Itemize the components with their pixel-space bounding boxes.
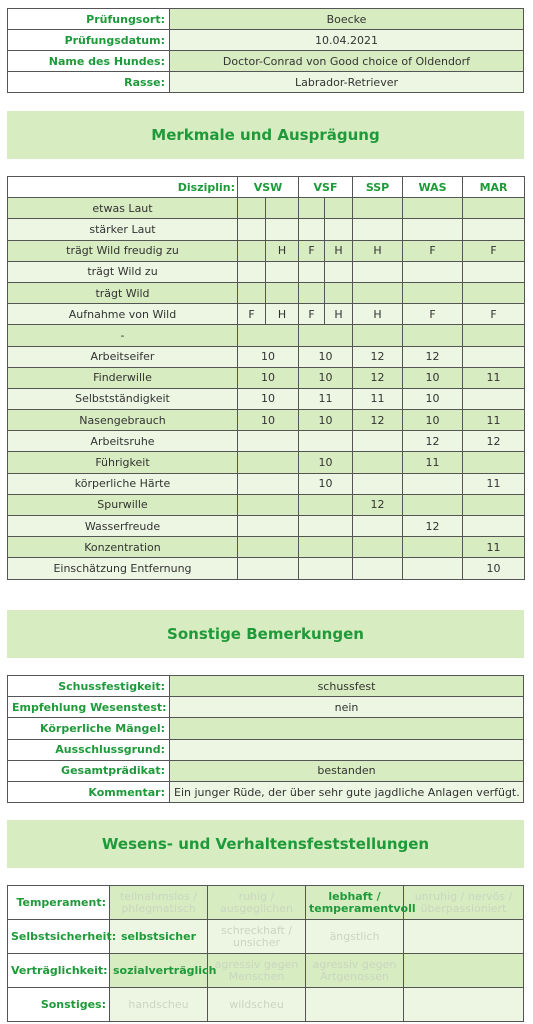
merkmale-row <box>8 198 525 219</box>
merkmal-value-vsf1 <box>299 198 325 219</box>
merkmal-value-was <box>403 261 463 282</box>
merkmal-value-vsf2: H <box>325 304 353 325</box>
merkmale-row <box>8 494 525 515</box>
merkmal-value-vsw1 <box>238 219 266 240</box>
merkmal-value-was <box>403 198 463 219</box>
col-mar: MAR <box>463 177 525 198</box>
merkmal-label: Finderwille <box>8 367 238 388</box>
bemerkung-row <box>8 781 524 802</box>
merkmal-value-ssp <box>353 537 403 558</box>
merkmal-value-vsf1 <box>299 282 325 303</box>
merkmal-value-was <box>403 473 463 494</box>
merkmal-value-vsw <box>238 558 299 579</box>
merkmal-value-vsf <box>299 431 353 452</box>
merkmal-value-was <box>403 282 463 303</box>
merkmale-row <box>8 410 525 431</box>
merkmal-value-vsf1 <box>299 219 325 240</box>
merkmal-value-vsf: 10 <box>299 367 353 388</box>
merkmal-value-ssp <box>353 219 403 240</box>
merkmal-value-ssp <box>353 282 403 303</box>
merkmal-value-was: 12 <box>403 516 463 537</box>
wesen-option: lebhaft / temperamentvoll <box>306 886 404 920</box>
merkmal-value-vsw: 10 <box>238 388 299 409</box>
merkmal-value-mar <box>463 388 525 409</box>
bemerkung-value <box>170 739 524 760</box>
info-label: Rasse: <box>8 72 170 93</box>
merkmal-value-vsf <box>299 537 353 558</box>
wesen-option <box>404 920 524 954</box>
merkmal-value-vsw1 <box>238 261 266 282</box>
merkmal-value-ssp: 12 <box>353 410 403 431</box>
wesen-label: Selbstsicherheit: <box>8 920 110 954</box>
merkmal-value-mar: F <box>463 240 525 261</box>
merkmal-value-vsf <box>299 494 353 515</box>
merkmal-value-vsw2 <box>266 261 299 282</box>
merkmal-value-vsf: 10 <box>299 346 353 367</box>
merkmal-value-vsw: 10 <box>238 346 299 367</box>
merkmal-value-was <box>403 325 463 346</box>
merkmal-value-ssp <box>353 325 403 346</box>
merkmal-value-ssp: H <box>353 240 403 261</box>
merkmal-value-ssp <box>353 473 403 494</box>
wesen-label: Verträglichkeit: <box>8 954 110 988</box>
merkmal-value-was: F <box>403 240 463 261</box>
merkmal-value-mar: 12 <box>463 431 525 452</box>
merkmal-value-was: 12 <box>403 431 463 452</box>
merkmal-value-vsf: 10 <box>299 452 353 473</box>
merkmal-label: Selbstständigkeit <box>8 388 238 409</box>
merkmale-header-row <box>8 177 525 198</box>
merkmal-value-ssp <box>353 198 403 219</box>
merkmal-value-mar: 11 <box>463 473 525 494</box>
wesen-option: schreckhaft / unsicher <box>208 920 306 954</box>
merkmal-value-was: 11 <box>403 452 463 473</box>
info-row <box>8 9 524 30</box>
merkmal-value-vsw2 <box>266 282 299 303</box>
merkmal-value-ssp <box>353 558 403 579</box>
bemerkung-label: Körperliche Mängel: <box>8 718 170 739</box>
bemerkung-label: Kommentar: <box>8 781 170 802</box>
merkmal-value-vsf1 <box>299 261 325 282</box>
merkmal-value-mar <box>463 494 525 515</box>
merkmal-label: körperliche Härte <box>8 473 238 494</box>
info-value: Doctor-Conrad von Good choice of Oldendorf <box>170 51 524 72</box>
bemerkung-value: nein <box>170 697 524 718</box>
merkmal-value-ssp <box>353 261 403 282</box>
merkmale-row <box>8 304 525 325</box>
merkmal-label: Wasserfreude <box>8 516 238 537</box>
merkmal-value-vsw1 <box>238 240 266 261</box>
merkmal-value-vsf: 10 <box>299 473 353 494</box>
col-ssp: SSP <box>353 177 403 198</box>
merkmal-label: trägt Wild freudig zu <box>8 240 238 261</box>
merkmal-value-vsf2 <box>325 261 353 282</box>
bemerkungen-table <box>7 675 524 803</box>
col-was: WAS <box>403 177 463 198</box>
merkmal-value-vsf: 10 <box>299 410 353 431</box>
wesen-option: ruhig / ausgeglichen <box>208 886 306 920</box>
merkmal-value-was <box>403 494 463 515</box>
merkmale-row <box>8 558 525 579</box>
merkmal-value-mar <box>463 452 525 473</box>
merkmal-label: Aufnahme von Wild <box>8 304 238 325</box>
merkmal-value-vsw2: H <box>266 240 299 261</box>
wesen-option: ängstlich <box>306 920 404 954</box>
wesen-row <box>8 920 524 954</box>
section-title-bemerkungen: Sonstige Bemerkungen <box>7 610 524 658</box>
wesen-label: Temperament: <box>8 886 110 920</box>
wesen-option: unruhig / nervös / überpassioniert <box>404 886 524 920</box>
merkmal-label: - <box>8 325 238 346</box>
wesen-option <box>404 954 524 988</box>
merkmal-label: Konzentration <box>8 537 238 558</box>
info-row <box>8 72 524 93</box>
wesen-option: wildscheu <box>208 988 306 1022</box>
merkmal-value-vsf1: F <box>299 240 325 261</box>
wesen-option: sozialverträglich <box>110 954 208 988</box>
info-value: 10.04.2021 <box>170 30 524 51</box>
wesen-row <box>8 988 524 1022</box>
merkmal-value-was <box>403 537 463 558</box>
merkmal-label: Nasengebrauch <box>8 410 238 431</box>
info-row <box>8 30 524 51</box>
merkmal-value-mar: F <box>463 304 525 325</box>
merkmal-value-mar <box>463 282 525 303</box>
merkmale-row <box>8 452 525 473</box>
wesen-option: agressiv gegen Artgenossen <box>306 954 404 988</box>
bemerkung-row <box>8 739 524 760</box>
merkmal-value-ssp: 12 <box>353 346 403 367</box>
merkmal-value-was: 12 <box>403 346 463 367</box>
merkmal-label: Arbeitsruhe <box>8 431 238 452</box>
info-label: Name des Hundes: <box>8 51 170 72</box>
merkmal-value-vsw1 <box>238 282 266 303</box>
merkmale-row <box>8 473 525 494</box>
merkmal-value-vsf <box>299 558 353 579</box>
wesen-option: teilnahmslos / phlegmatisch <box>110 886 208 920</box>
merkmale-row <box>8 431 525 452</box>
merkmal-label: stärker Laut <box>8 219 238 240</box>
merkmale-row <box>8 516 525 537</box>
merkmal-value-was <box>403 219 463 240</box>
merkmale-row <box>8 388 525 409</box>
merkmal-value-vsw2 <box>266 219 299 240</box>
merkmale-row <box>8 325 525 346</box>
merkmal-value-vsf2 <box>325 198 353 219</box>
merkmal-value-ssp: 12 <box>353 367 403 388</box>
wesen-option: selbstsicher <box>110 920 208 954</box>
merkmal-value-was: F <box>403 304 463 325</box>
merkmal-label: Führigkeit <box>8 452 238 473</box>
merkmal-value-ssp <box>353 431 403 452</box>
merkmal-label: trägt Wild <box>8 282 238 303</box>
merkmal-value-vsw <box>238 325 299 346</box>
disziplin-label: Disziplin: <box>8 177 238 198</box>
merkmale-row <box>8 346 525 367</box>
merkmal-value-was: 10 <box>403 410 463 431</box>
bemerkung-row <box>8 760 524 781</box>
merkmal-value-vsw2: H <box>266 304 299 325</box>
merkmal-label: etwas Laut <box>8 198 238 219</box>
bemerkung-label: Gesamtprädikat: <box>8 760 170 781</box>
merkmal-value-vsf2 <box>325 282 353 303</box>
wesen-row <box>8 954 524 988</box>
col-vsw: VSW <box>238 177 299 198</box>
info-value: Labrador-Retriever <box>170 72 524 93</box>
merkmal-value-mar <box>463 261 525 282</box>
bemerkung-value: Ein junger Rüde, der über sehr gute jagdliche Anlagen verfügt. <box>170 781 524 802</box>
bemerkung-value <box>170 718 524 739</box>
info-value: Boecke <box>170 9 524 30</box>
merkmal-value-vsw <box>238 494 299 515</box>
merkmal-value-was <box>403 558 463 579</box>
merkmal-label: Arbeitseifer <box>8 346 238 367</box>
merkmal-value-mar: 11 <box>463 367 525 388</box>
merkmal-value-mar: 10 <box>463 558 525 579</box>
info-label: Prüfungsort: <box>8 9 170 30</box>
wesen-row <box>8 886 524 920</box>
section-title-wesen: Wesens- und Verhaltensfeststellungen <box>7 820 524 868</box>
merkmal-value-mar: 11 <box>463 410 525 431</box>
merkmale-row <box>8 537 525 558</box>
merkmale-row <box>8 240 525 261</box>
bemerkung-row <box>8 718 524 739</box>
merkmal-value-vsw1: F <box>238 304 266 325</box>
wesen-table <box>7 885 524 1022</box>
merkmal-value-ssp <box>353 516 403 537</box>
merkmal-value-was: 10 <box>403 388 463 409</box>
merkmal-value-vsw <box>238 431 299 452</box>
bemerkung-label: Schussfestigkeit: <box>8 676 170 697</box>
info-table <box>7 8 524 93</box>
merkmal-value-vsf <box>299 325 353 346</box>
merkmale-row <box>8 219 525 240</box>
bemerkung-label: Empfehlung Wesenstest: <box>8 697 170 718</box>
merkmal-value-vsw1 <box>238 198 266 219</box>
merkmal-value-ssp <box>353 452 403 473</box>
merkmal-value-mar <box>463 219 525 240</box>
merkmal-label: Einschätzung Entfernung <box>8 558 238 579</box>
merkmale-row <box>8 282 525 303</box>
merkmal-value-vsf <box>299 516 353 537</box>
merkmal-value-was: 10 <box>403 367 463 388</box>
merkmal-value-vsw <box>238 452 299 473</box>
merkmale-row <box>8 367 525 388</box>
merkmal-value-vsw <box>238 516 299 537</box>
bemerkung-value: bestanden <box>170 760 524 781</box>
merkmal-value-mar <box>463 325 525 346</box>
bemerkung-label: Ausschlussgrund: <box>8 739 170 760</box>
merkmale-table <box>7 176 525 580</box>
merkmal-value-mar <box>463 346 525 367</box>
merkmal-value-vsw <box>238 473 299 494</box>
merkmale-row <box>8 261 525 282</box>
section-title-merkmale: Merkmale und Ausprägung <box>7 111 524 159</box>
bemerkung-value: schussfest <box>170 676 524 697</box>
merkmal-value-vsf1: F <box>299 304 325 325</box>
merkmal-label: trägt Wild zu <box>8 261 238 282</box>
merkmal-value-vsw2 <box>266 198 299 219</box>
col-vsf: VSF <box>299 177 353 198</box>
wesen-option <box>404 988 524 1022</box>
wesen-option <box>306 988 404 1022</box>
merkmal-label: Spurwille <box>8 494 238 515</box>
merkmal-value-vsw: 10 <box>238 367 299 388</box>
merkmal-value-mar: 11 <box>463 537 525 558</box>
wesen-option: handscheu <box>110 988 208 1022</box>
merkmal-value-vsf: 11 <box>299 388 353 409</box>
merkmal-value-ssp: 12 <box>353 494 403 515</box>
merkmal-value-mar <box>463 516 525 537</box>
wesen-label: Sonstiges: <box>8 988 110 1022</box>
merkmal-value-mar <box>463 198 525 219</box>
merkmal-value-vsw <box>238 537 299 558</box>
merkmal-value-vsw: 10 <box>238 410 299 431</box>
info-label: Prüfungsdatum: <box>8 30 170 51</box>
bemerkung-row <box>8 697 524 718</box>
wesen-option: agressiv gegen Menschen <box>208 954 306 988</box>
merkmal-value-vsf2 <box>325 219 353 240</box>
info-row <box>8 51 524 72</box>
merkmal-value-vsf2: H <box>325 240 353 261</box>
merkmal-value-ssp: H <box>353 304 403 325</box>
merkmal-value-ssp: 11 <box>353 388 403 409</box>
bemerkung-row <box>8 676 524 697</box>
